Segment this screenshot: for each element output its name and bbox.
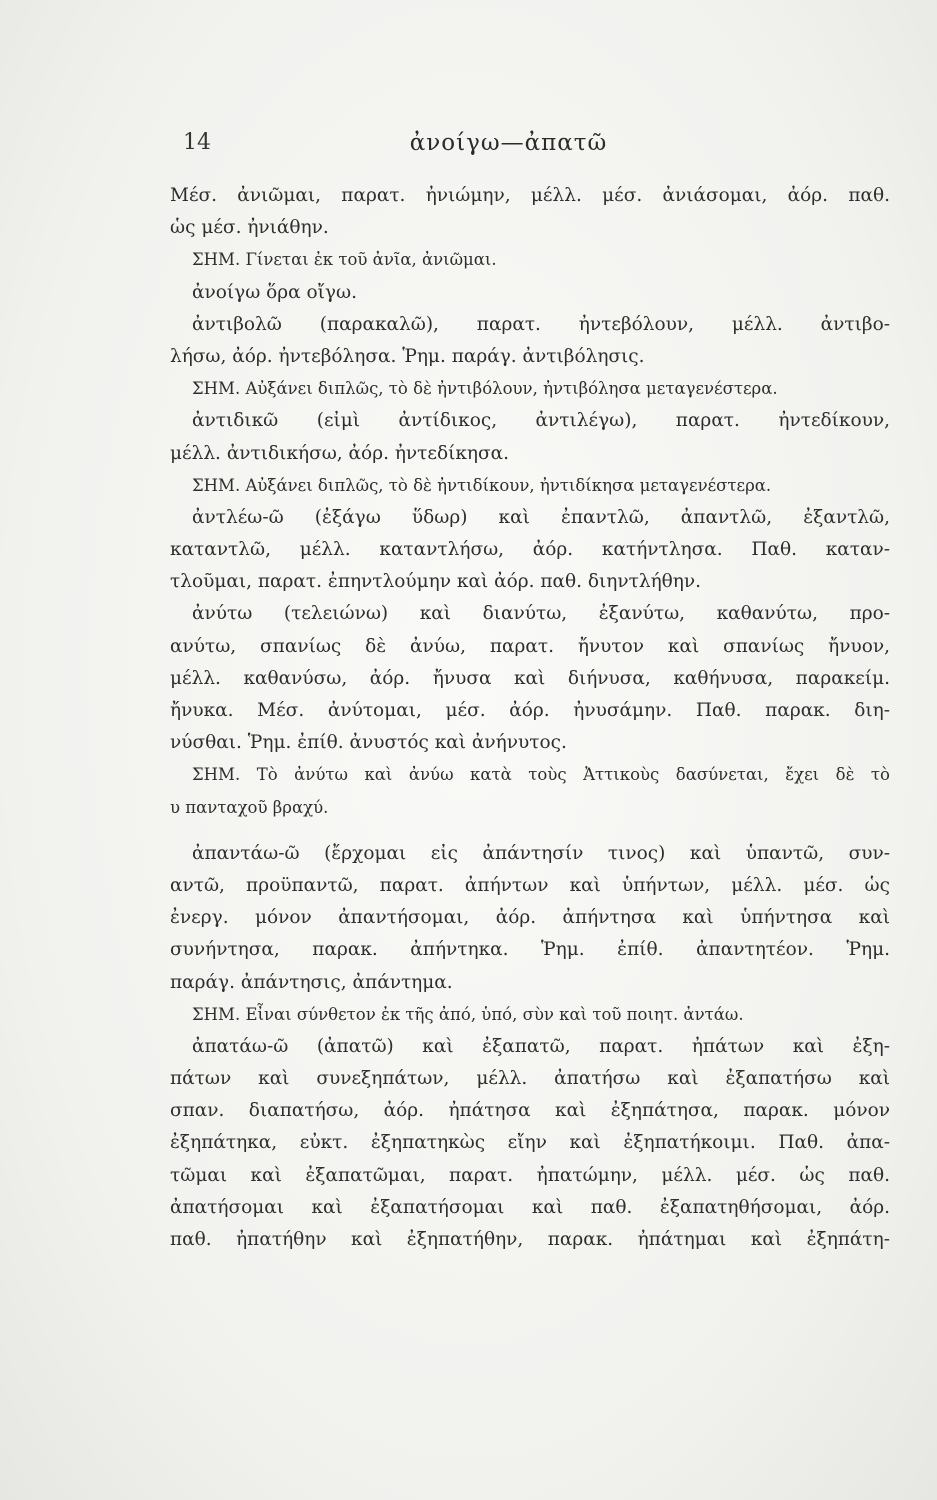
text-line: υ πανταχοῦ βραχύ. <box>170 797 329 817</box>
text-line: νύσθαι. Ῥημ. ἐπίθ. ἀνυστός καὶ ἀνήνυτος. <box>170 732 567 754</box>
text-line: λήσω, ἀόρ. ἠντεβόλησα. Ῥημ. παράγ. ἀντιβόλησις. <box>170 345 645 367</box>
text-line: ΣΗΜ. Γίνεται ἐκ τοῦ ἀνῖα, ἀνιῶμαι. <box>192 250 497 270</box>
text-line: τλοῦμαι, παρατ. ἐπηντλούμην καὶ ἀόρ. παθ. διηντλήθην. <box>170 571 702 593</box>
text-line: ανύτω, σπανίως δὲ ἀνύω, παρατ. ἤνυτον καὶ σπανίως ἤνυον, <box>170 635 890 657</box>
text-line: πάτων καὶ συνεξηπάτων, μέλλ. ἀπατήσω καὶ ἐξαπατήσω καὶ <box>170 1068 890 1090</box>
text-line: ἀπατήσομαι καὶ ἐξαπατήσομαι καὶ παθ. ἐξαπατηθήσομαι, ἀόρ. <box>170 1196 890 1218</box>
text-line: παράγ. ἀπάντησις, ἀπάντημα. <box>170 971 453 993</box>
text-line: Μέσ. ἀνιῶμαι, παρατ. ἠνιώμην, μέλλ. μέσ. ἀνιάσομαι, ἀόρ. παθ. <box>170 185 890 206</box>
text-line: μέλλ. ἀντιδικήσω, ἀόρ. ἠντεδίκησα. <box>170 442 510 464</box>
page-header <box>0 130 937 166</box>
text-line: ἀνύτω (τελειώνω) καὶ διανύτω, ἐξανύτω, καθανύτω, προ- <box>192 603 890 625</box>
dictionary-body <box>170 180 890 1256</box>
text-line: ΣΗΜ. Εἶναι σύνθετον ἐκ τῆς ἀπό, ὑπό, σὺν καὶ τοῦ ποιητ. ἀντάω. <box>192 1004 744 1024</box>
text-line: ἀνοίγω ὅρα οἴγω. <box>192 281 357 303</box>
text-line: ὡς μέσ. ἠνιάθην. <box>170 217 329 239</box>
text-line: ἐξηπάτηκα, εὐκτ. ἐξηπατηκὼς εἴην καὶ ἐξηπατήκοιμι. Παθ. ἀπα- <box>170 1132 890 1154</box>
text-line: παθ. ἠπατήθην καὶ ἐξηπατήθην, παρακ. ἠπάτημαι καὶ ἐξηπάτη- <box>170 1229 890 1250</box>
text-line: ἀπαντάω-ῶ (ἔρχομαι εἰς ἀπάντησίν τινος) καὶ ὑπαντῶ, συν- <box>192 842 890 864</box>
text-line: συνήντησα, παρακ. ἀπήντηκα. Ῥημ. ἐπίθ. ἀπαντητέον. Ῥημ. <box>170 939 890 961</box>
text-line: ἀντιβολῶ (παρακαλῶ), παρατ. ἠντεβόλουν, μέλλ. ἀντιβο- <box>192 313 890 335</box>
text-line: ἀντλέω-ῶ (ἐξάγω ὕδωρ) καὶ ἐπαντλῶ, ἀπαντλῶ, ἐξαντλῶ, <box>192 506 890 528</box>
text-line: ἀπατάω-ῶ (ἀπατῶ) καὶ ἐξαπατῶ, παρατ. ἠπάτων καὶ ἐξη- <box>192 1035 890 1057</box>
text-line: ἐνεργ. μόνον ἀπαντήσομαι, ἀόρ. ἀπήντησα καὶ ὑπήντησα καὶ <box>170 907 890 929</box>
page-number: 14 <box>183 130 211 155</box>
text-line: ἤνυκα. Μέσ. ἀνύτομαι, μέσ. ἀόρ. ἠνυσάμην. Παθ. παρακ. διη- <box>170 700 890 721</box>
running-head: ἀνοίγω—ἀπατῶ <box>409 130 608 156</box>
text-line: καταντλῶ, μέλλ. καταντλήσω, ἀόρ. κατήντλησα. Παθ. καταν- <box>170 539 890 561</box>
text-line: ΣΗΜ. Αὐξάνει διπλῶς, τὸ δὲ ἠντιδίκουν, ἠντιδίκησα μεταγενέστερα. <box>192 475 772 495</box>
text-line: σπαν. διαπατήσω, ἀόρ. ἠπάτησα καὶ ἐξηπάτησα, παρακ. μόνον <box>170 1100 890 1122</box>
text-line: ΣΗΜ. Τὸ ἀνύτω καὶ ἀνύω κατὰ τοὺς Ἀττικοὺς δασύνεται, ἔχει δὲ τὸ <box>192 765 890 785</box>
paragraph-gap <box>170 824 890 838</box>
text-line: αντῶ, προϋπαντῶ, παρατ. ἀπήντων καὶ ὑπήντων, μέλλ. μέσ. ὡς <box>170 874 890 896</box>
text-line: ΣΗΜ. Αὐξάνει διπλῶς, τὸ δὲ ἠντιβόλουν, ἠντιβόλησα μεταγενέστερα. <box>192 379 778 399</box>
text-line: ἀντιδικῶ (εἰμὶ ἀντίδικος, ἀντιλέγω), παρατ. ἠντεδίκουν, <box>192 410 890 432</box>
text-line: τῶμαι καὶ ἐξαπατῶμαι, παρατ. ἠπατώμην, μέλλ. μέσ. ὡς παθ. <box>170 1164 890 1186</box>
text-line: μέλλ. καθανύσω, ἀόρ. ἤνυσα καὶ διήνυσα, καθήνυσα, παρακείμ. <box>170 667 890 689</box>
